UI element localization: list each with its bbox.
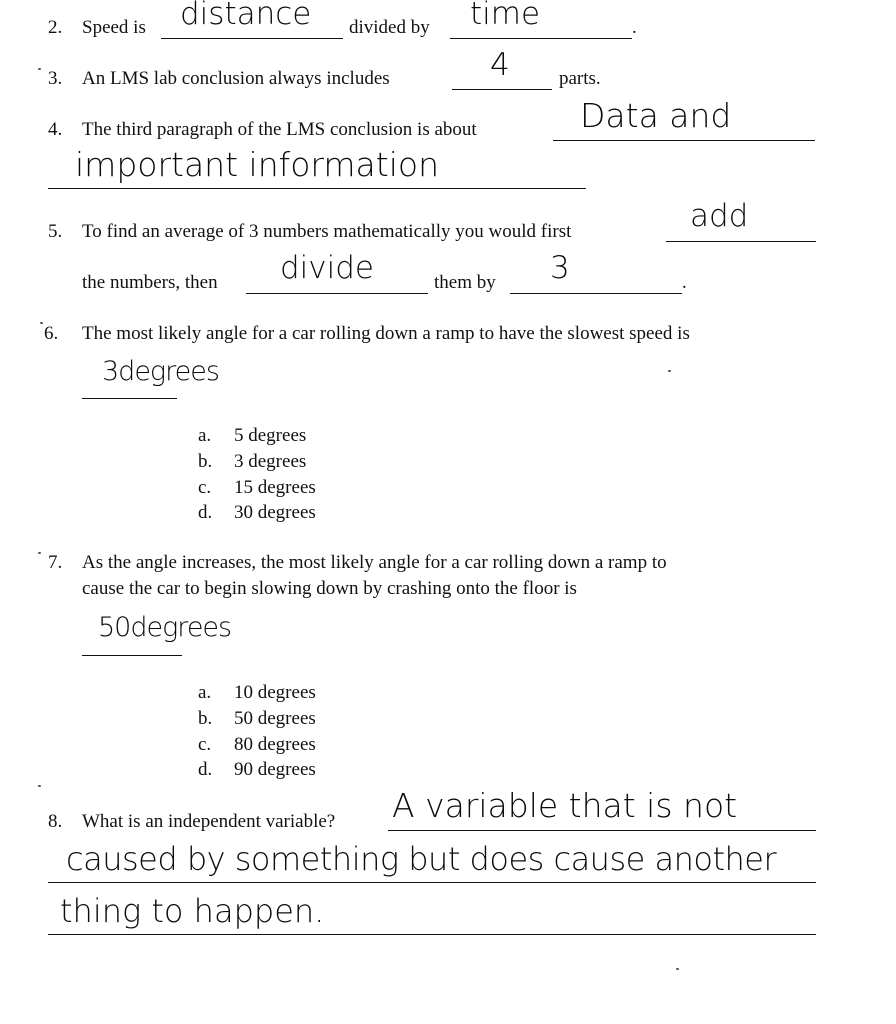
- question-number: 5.: [48, 221, 63, 242]
- question-text: divided by: [349, 17, 430, 38]
- question-text: cause the car to begin slowing down by crashing onto the floor is: [82, 578, 577, 599]
- period: .: [682, 272, 687, 293]
- question-text: them by: [434, 272, 496, 293]
- handwritten-answer: 50degrees: [98, 612, 232, 643]
- scan-speck: [38, 552, 41, 554]
- option-a[interactable]: a. 10 degrees: [198, 682, 316, 703]
- scan-speck: [676, 968, 679, 970]
- period: .: [632, 17, 637, 38]
- question-text: parts.: [559, 68, 601, 89]
- handwritten-answer: thing to happen.: [60, 892, 325, 930]
- scan-speck: [668, 370, 671, 372]
- option-d[interactable]: d. 90 degrees: [198, 759, 316, 780]
- handwritten-answer: important information: [75, 145, 439, 184]
- handwritten-answer: 4: [490, 47, 510, 83]
- option-d[interactable]: d. 30 degrees: [198, 502, 316, 523]
- question-text: What is an independent variable?: [82, 811, 336, 832]
- question-number: 4.: [48, 119, 63, 140]
- option-c[interactable]: c. 15 degrees: [198, 477, 316, 498]
- scan-speck: [40, 322, 43, 324]
- handwritten-answer: 3: [550, 250, 570, 286]
- question-number: 8.: [48, 811, 63, 832]
- scan-speck: [38, 68, 41, 70]
- handwritten-answer: A variable that is not: [392, 786, 738, 825]
- question-text: To find an average of 3 numbers mathematically you would first: [82, 221, 572, 242]
- question-text: The most likely angle for a car rolling down a ramp to have the slowest speed is: [82, 323, 690, 344]
- option-b[interactable]: b. 3 degrees: [198, 451, 307, 472]
- answer-blank[interactable]: [510, 271, 682, 294]
- option-c[interactable]: c. 80 degrees: [198, 734, 316, 755]
- scan-speck: [38, 785, 41, 787]
- question-text: The third paragraph of the LMS conclusion is about: [82, 119, 477, 140]
- question-number: 6.: [44, 323, 59, 344]
- handwritten-answer: distance: [180, 0, 312, 32]
- option-b[interactable]: b. 50 degrees: [198, 708, 316, 729]
- handwritten-answer: time: [470, 0, 541, 32]
- option-a[interactable]: a. 5 degrees: [198, 425, 307, 446]
- question-text: As the angle increases, the most likely angle for a car rolling down a ramp to: [82, 552, 667, 573]
- handwritten-answer: caused by something but does cause another: [66, 840, 777, 878]
- question-number: 7.: [48, 552, 63, 573]
- question-text: Speed is: [82, 17, 146, 38]
- handwritten-answer: divide: [280, 250, 374, 286]
- handwritten-answer: 3degrees: [102, 356, 219, 387]
- handwritten-answer: add: [690, 198, 749, 234]
- question-text: An LMS lab conclusion always includes: [82, 68, 390, 89]
- question-number: 3.: [48, 68, 63, 89]
- question-text: the numbers, then: [82, 272, 218, 293]
- question-number: 2.: [48, 17, 63, 38]
- handwritten-answer: Data and: [580, 96, 732, 135]
